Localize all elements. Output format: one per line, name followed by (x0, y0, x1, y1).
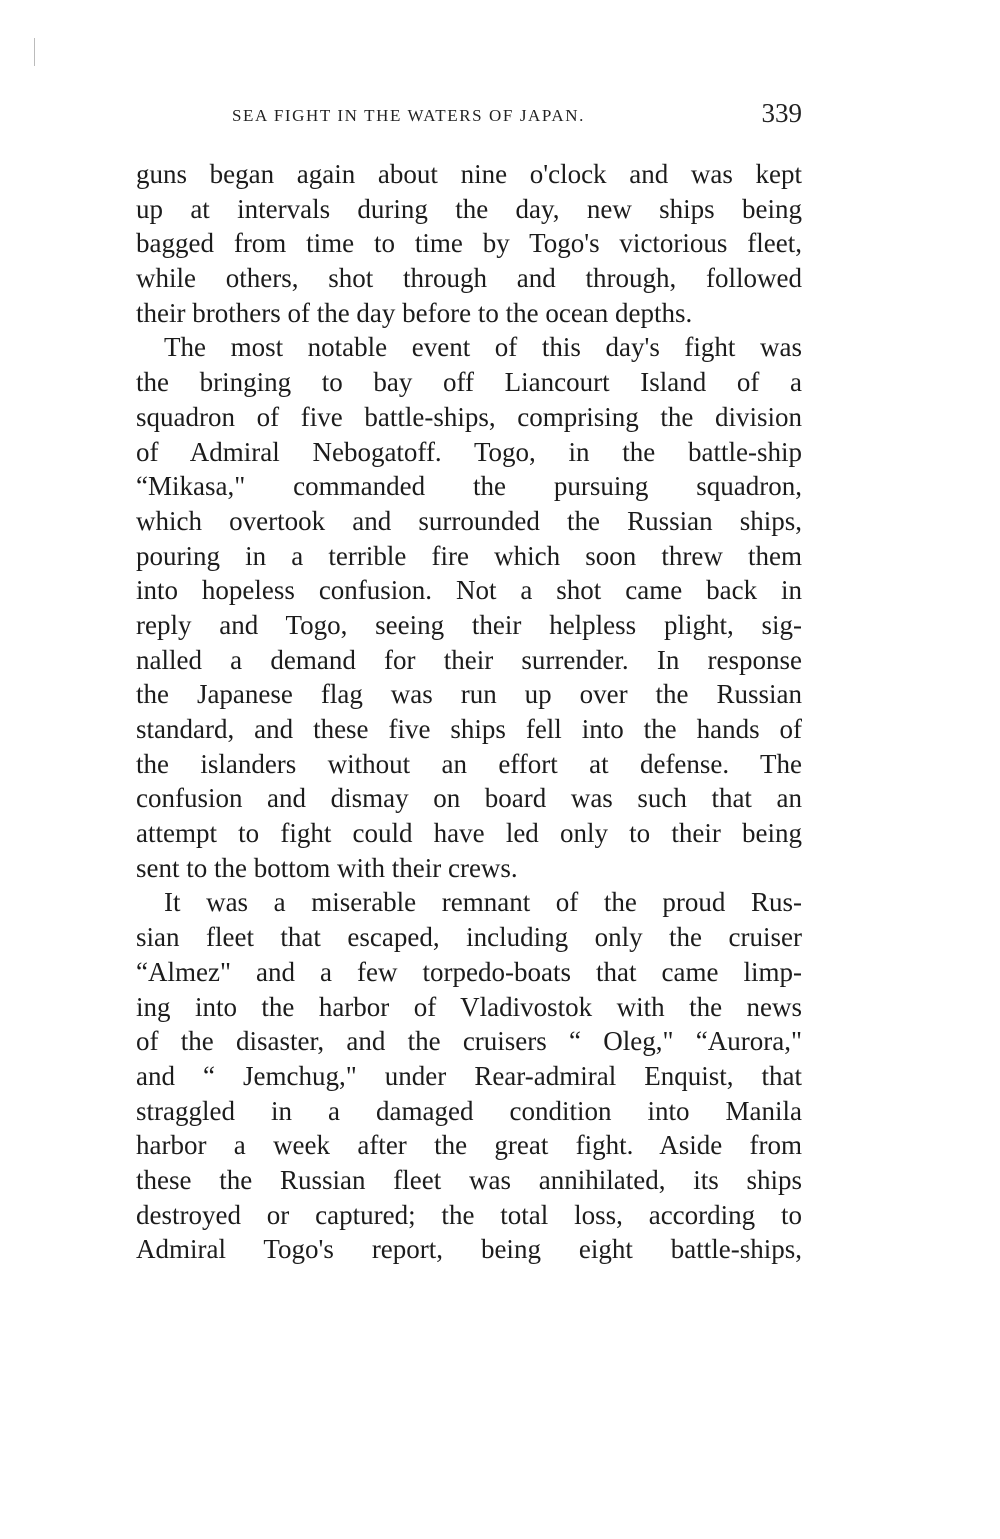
paragraph-3 (136, 885, 802, 1267)
text-line: the Japanese flag was run up over the Russian (136, 679, 802, 710)
text-line: The most notable event of this day's fight was (164, 332, 802, 363)
text-line: these the Russian fleet was annihilated, its ships (136, 1164, 802, 1195)
text-line: the bringing to bay off Liancourt Island of a (136, 367, 802, 398)
text-line: sian fleet that escaped, including only the cruiser (136, 922, 802, 953)
running-head (136, 96, 802, 136)
text-line: “Mikasa," commanded the pursuing squadron, (136, 471, 802, 502)
page-number: 339 (761, 98, 802, 128)
text-line: up at intervals during the day, new ships being (136, 193, 802, 224)
text-line: standard, and these five ships fell into the hands of (136, 714, 802, 744)
text-line: and “ Jemchug," under Rear-admiral Enquist, that (136, 1060, 802, 1091)
text-line: guns began again about nine o'clock and was kept (136, 159, 802, 189)
text-line: harbor a week after the great fight. Aside from (136, 1130, 802, 1161)
text-line: into hopeless confusion. Not a shot came back in (136, 575, 802, 606)
text-line: ing into the harbor of Vladivostok with the news (136, 991, 802, 1022)
text-line: bagged from time to time by Togo's victorious fleet, (136, 228, 802, 259)
text-line: pouring in a terrible fire which soon threw them (136, 540, 802, 571)
text-line: of Admiral Nebogatoff. Togo, in the battle-ship (136, 436, 802, 467)
text-line: sent to the bottom with their crews. (136, 852, 518, 883)
text-line: straggled in a damaged condition into Manila (136, 1095, 802, 1126)
text-line: attempt to fight could have led only to their being (136, 818, 802, 849)
text-line: their brothers of the day before to the ocean depths. (136, 297, 693, 328)
text-line: nalled a demand for their surrender. In response (136, 644, 802, 675)
running-title: SEA FIGHT IN THE WATERS OF JAPAN. (232, 106, 586, 125)
text-line: while others, shot through and through, followed (136, 263, 802, 294)
text-line: “Almez" and a few torpedo-boats that came limp- (136, 956, 802, 987)
text-line: destroyed or captured; the total loss, according to (136, 1199, 802, 1230)
body-text (136, 157, 802, 1267)
text-line: of the disaster, and the cruisers “ Oleg," “Aurora," (136, 1026, 802, 1057)
text-line: Admiral Togo's report, being eight battle-ships, (136, 1234, 802, 1265)
paragraph-2 (136, 330, 802, 885)
paragraph-1 (136, 157, 802, 330)
text-line: confusion and dismay on board was such that an (136, 783, 802, 814)
text-line: reply and Togo, seeing their helpless plight, sig- (136, 609, 802, 640)
text-line: which overtook and surrounded the Russian ships, (136, 505, 802, 536)
text-line: It was a miserable remnant of the proud Rus- (164, 887, 802, 918)
text-line: the islanders without an effort at defense. The (136, 748, 802, 779)
text-line: squadron of five battle-ships, comprising the division (136, 401, 802, 432)
margin-mark (34, 38, 35, 66)
